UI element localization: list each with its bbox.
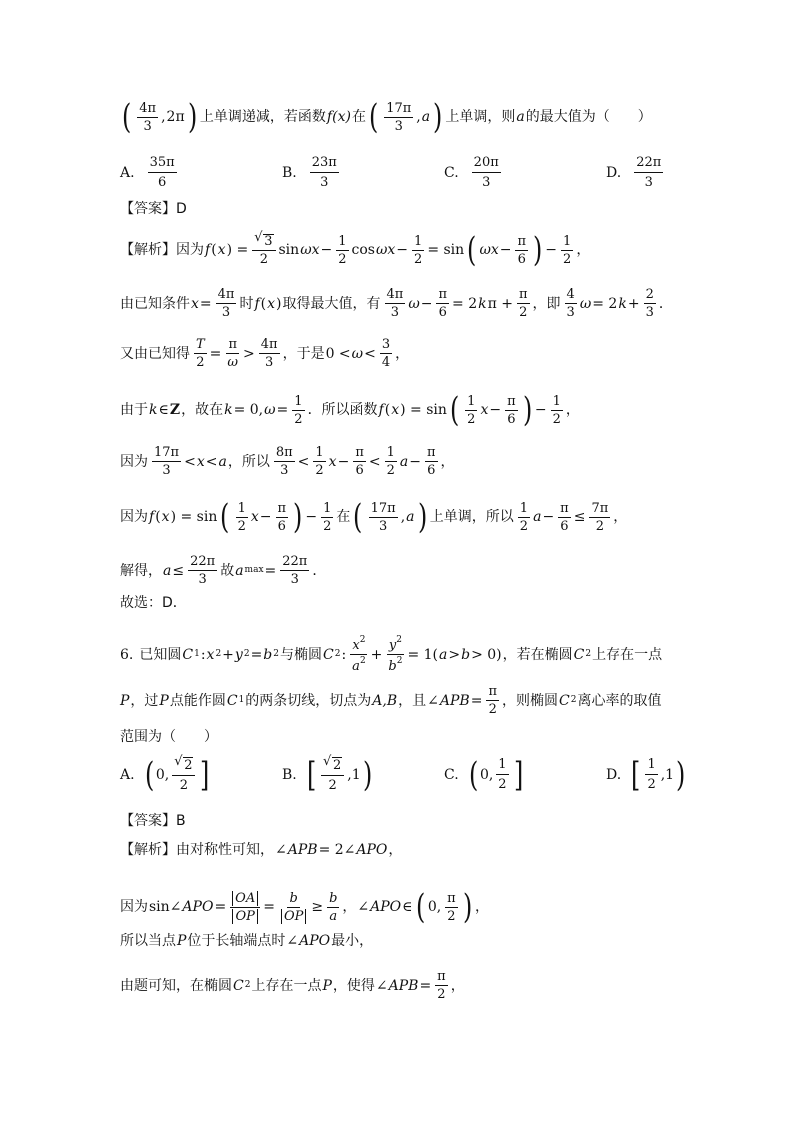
q6-stem-line-3: 范围为（ ） [120,729,218,745]
q5-analysis-line-3: 又由已知得 $\frac{T}{2}$ = $\frac{\pi}{\omega}$ > $\frac{4\pi}{3}$ ，于是 0 < ω < $\frac{3}{4}$ ， [120,337,410,370]
fraction: $\frac{4\pi}{3}$ [139,100,157,134]
q5-option-a: A. $\frac{35\pi}{6}$ [120,155,175,190]
q6-option-b: B. [ √ $\frac{2}{2}$ ,1 ) [282,757,374,793]
fraction: $\frac{17\pi}{3}$ [386,100,412,134]
q5-choice: 故选：D． [120,595,187,611]
q5-analysis-line-5: 因为 $\frac{17\pi}{3}$ < x < a ，所以 $\frac{8\pi}{3}$ < $\frac{1}{2}$ x − $\frac{\pi}{6}$ < $\frac{1}{2}$ a − $\frac{\pi}{6}$ ， [120,445,455,478]
q5-answer: 【答案】D [120,201,187,217]
q5-analysis-line-4: 由于 k ∈ Z ，故在 k = 0, ω = $\frac{1}{2}$ ．所以函数 f ( x ) = sin ( $\frac{1}{2}$ x − $\frac{\pi}{6}$ ) − $\frac{1}{2}$ ， [120,390,580,430]
q5-analysis-line-2: 由已知条件 x = $\frac{4\pi}{3}$ 时 f ( x ) 取得最大值，有 $\frac{4\pi}{3}$ ω − $\frac{\pi}{6}$ = 2 k π + $\frac{\pi}{2}$ ，即 $\frac{4}{3}$ ω = 2 k + $\frac{2}{3}$ ． [120,287,673,320]
q6-stem-line-2: P ，过 P 点能作圆 C 1 的两条切线，切点为 A,B ，且 ∠ APB = $\frac{\pi}{2}$ ，则椭圆 C 2 离心率的取值 [120,684,662,717]
q6-analysis-line-2: 因为 sin∠ APO = $\frac{OA}{OP}$ = $\frac{b}{OP}$ ≥ $\frac{b}{a}$ ， ∠ APO ∈ ( 0, $\frac{\pi}{2}$ ) ， [120,887,489,927]
q6-option-c: C. ( 0, $\frac{1}{2}$ ] [444,754,523,795]
q6-option-d: D. [ $\frac{1}{2}$ ,1 ) [606,754,686,795]
q5-analysis-line-7: 解得， a ≤ $\frac{22\pi}{3}$ 故 a max = $\frac{22\pi}{3}$ ． [120,554,327,587]
q6-analysis-line-4: 由题可知，在椭圆 C 2 上存在一点 P ，使得 ∠ APB = $\frac{\pi}{2}$ ， [120,969,465,1002]
q5-option-d: D. $\frac{22\pi}{3}$ [606,155,662,190]
q6-analysis-line-1: 【解析】由对称性可知， ∠ APB = 2∠ APO ， [120,842,403,858]
q5-stem-line: ( $\frac{4\pi}{3}$ , 2π ) 上单调递减，若函数 f(x) 在 ( $\frac{17\pi}{3}$ , a ) 上单调，则 a 的最大值为（ ） [121,97,652,137]
q6-analysis-line-3: 所以当点 P 位于长轴端点时 ∠ APO 最小， [120,933,374,949]
q6-option-a: A. ( 0, √ $\frac{2}{2}$ ] [120,757,212,793]
q6-stem-line-1: 6. 已知圆 C 1 : x 2 + y 2 = b 2 与椭圆 C 2 : $\frac{x^2}{a^2}$ + $\frac{y^2}{b^2}$ = 1( a > b > 0) ，若在椭圆 C 2 上存在一点 [120,635,663,674]
q5-analysis-line-1: 【解析】因为 f ( x ) = √ $\frac{3}{2}$ sin ωx − $\frac{1}{2}$ cos ωx − $\frac{1}{2}$ = sin ( ωx − $\frac{\pi}{6}$ ) − $\frac{1}{2}$ ， [120,233,734,267]
q5-option-b: B. $\frac{23\pi}{3}$ [282,155,337,190]
q5-analysis-line-6: 因为 f ( x ) = sin ( $\frac{1}{2}$ x − $\frac{\pi}{6}$ ) − $\frac{1}{2}$ 在 ( $\frac{17\pi}{3}$ , a ) 上单调，所以 $\frac{1}{2}$ a − $\frac{\pi}{6}$ ≤ $\frac{7\pi}{2}$ ， [120,497,628,537]
q6-answer: 【答案】B [120,813,186,829]
q5-option-c: C. $\frac{20\pi}{3}$ [444,155,499,190]
